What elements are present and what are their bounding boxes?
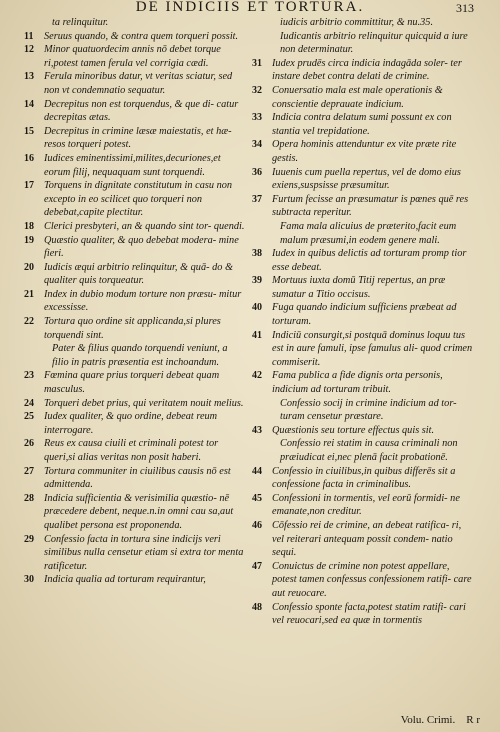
entry-text: Indicia sufficientia & verisimilia quæstio- nē præcedere debent, neque.n.in omni cau sa,aut qualibet persona est proponenda. — [44, 492, 234, 531]
index-entry — [252, 424, 474, 438]
entry-text: Reus ex causa ciuili et criminali potest tor queri,si alias veritas non posit haberi. — [44, 438, 219, 463]
index-entry — [252, 329, 474, 370]
index-entry — [252, 397, 474, 424]
entry-number: 20 — [24, 261, 34, 273]
index-entry — [252, 465, 474, 492]
index-entry — [24, 397, 246, 411]
entry-number: 15 — [24, 125, 34, 137]
index-entry — [252, 57, 474, 84]
entry-text: Opera hominis attenduntur ex vite præte rite gestis. — [272, 139, 457, 164]
entry-number: 38 — [252, 248, 262, 260]
entry-text: Minor quatuordecim annis nō debet torque ri,potest tamen ferula vel corrigia cædi. — [44, 44, 221, 69]
entry-number: 28 — [24, 492, 34, 504]
entry-text: Fama mala alicuius de præterito,facit eum malum præsumi,in eodem genere mali. — [280, 220, 457, 246]
entry-text: Torqueri debet prius, qui veritatem nouit melius. — [44, 397, 244, 409]
entry-number: 45 — [252, 492, 262, 504]
index-entry — [24, 465, 246, 492]
entry-text: Conuictus de crimine non potest appellare, potest tamen confessus confessionem ratifi- care aut reuocare. — [272, 560, 472, 599]
index-entry — [252, 166, 474, 193]
index-entry — [24, 315, 246, 342]
entry-text: Iuuenis cum puella repertus, vel de domo eius exiens,suspsisse præsumitur. — [272, 166, 461, 192]
entry-number: 39 — [252, 275, 262, 287]
entry-number: 32 — [252, 84, 262, 96]
entry-number: 37 — [252, 193, 262, 205]
entry-number: 26 — [24, 438, 34, 450]
index-entry — [252, 560, 474, 601]
index-entry — [24, 288, 246, 315]
index-entry — [24, 492, 246, 533]
entry-number: 12 — [24, 44, 34, 56]
entry-number: 48 — [252, 601, 262, 613]
entry-number: 22 — [24, 316, 34, 328]
entry-number: 27 — [24, 465, 34, 477]
entry-text: Tortura quo ordine sit applicanda,si plures torquendi sint. — [44, 316, 221, 341]
index-entry — [252, 492, 474, 519]
index-entry — [24, 342, 246, 369]
index-entry — [252, 220, 474, 247]
entry-number: 46 — [252, 519, 262, 531]
entry-text: Torquens in dignitate constitutum in casu non excepto in eo scilicet quo torqueri non debebat,capite plectitur. — [44, 180, 233, 219]
entry-number: 42 — [252, 370, 262, 382]
entry-text: Mortuus iuxta domū Titij repertus, an præ sumatur a Titio occisus. — [272, 275, 446, 300]
index-entry — [252, 301, 474, 328]
entry-text: Ferula minoribus datur, vt veritas sciatur, sed non vt condemnatio sequatur. — [44, 71, 233, 96]
entry-text: Iudex prudēs circa indicia indagāda soler- ter instare debet contra delati de crimine. — [272, 57, 462, 83]
index-entry — [252, 16, 474, 30]
entry-number: 36 — [252, 166, 262, 178]
entry-text: Cōfessio rei de crimine, an debeat ratifica- ri, vel reiterari antequam possit condem- natio sequi. — [272, 519, 462, 559]
entry-number: 33 — [252, 112, 262, 124]
index-entry — [252, 601, 474, 628]
entry-text: Fuga quando indicium sufficiens præbeat ad torturam. — [272, 302, 457, 328]
entry-number: 23 — [24, 370, 34, 382]
entry-number: 13 — [24, 71, 34, 83]
entry-text: Furtum fecisse an præsumatur is pœnes quē res subtracta reperitur. — [272, 193, 469, 219]
entry-text: Confessio facta in tortura sine indicijs veri similibus nulla censetur etiam si extra tor menta ratificetur. — [44, 533, 244, 572]
index-entry — [24, 16, 246, 30]
entry-text: Confessio socij in crimine indicium ad tor- turam censetur præstare. — [280, 397, 457, 423]
index-entry — [252, 369, 474, 396]
entry-text: Pater & filius quando torquendi veniunt, a filio in patris præsentia est inchoandum. — [52, 343, 228, 368]
entry-text: Fama publica a fide dignis orta personis, indicium ad torturam tribuit. — [272, 370, 443, 396]
index-entry — [24, 234, 246, 261]
entry-number: 40 — [252, 302, 262, 314]
index-entry — [24, 125, 246, 152]
entry-text: Conuersatio mala est male operationis & conscientie deprauate indicium. — [272, 84, 443, 110]
index-entry — [24, 410, 246, 437]
running-title: DE INDICIIS ET TORTURA. — [135, 0, 365, 15]
entry-number: 29 — [24, 533, 34, 545]
page-number: 313 — [456, 1, 474, 15]
entry-number: 31 — [252, 57, 262, 69]
index-entry — [24, 98, 246, 125]
entry-number: 21 — [24, 288, 34, 300]
entry-text: Confessioni in tormentis, vel eorū formidi- ne emanate,non creditur. — [272, 492, 460, 518]
index-entry — [252, 247, 474, 274]
right-column — [252, 16, 474, 628]
index-entry — [24, 369, 246, 396]
entry-number: 25 — [24, 411, 34, 423]
entry-number: 17 — [24, 180, 34, 192]
entry-text: Quæstio qualiter, & quo debebat modera- mine fieri. — [44, 234, 239, 260]
entry-number: 19 — [24, 234, 34, 246]
index-entry — [24, 70, 246, 97]
index-entry — [252, 193, 474, 220]
entry-number: 18 — [24, 220, 34, 232]
entry-number: 41 — [252, 329, 262, 341]
entry-text: Quæstionis seu torture effectus quis sit. — [272, 424, 435, 436]
entry-number: 30 — [24, 574, 34, 586]
entry-text: Indiciū consurgit,si postquā dominus loquu tus est in aure famuli, ipse famulus ali- quod crimen commiserit. — [272, 329, 473, 368]
index-entry — [252, 84, 474, 111]
entry-text: Iudices eminentissimi,milites,decuriones,et eorum filij, nequaquam sunt torquendi. — [44, 152, 221, 178]
index-entry — [252, 138, 474, 165]
index-entry — [252, 111, 474, 138]
index-entry — [24, 573, 246, 587]
entry-number: 43 — [252, 424, 262, 436]
index-entry — [24, 152, 246, 179]
entry-text: Index in dubio modum torture non præsu- mitur excessisse. — [44, 288, 242, 314]
index-entry — [24, 43, 246, 70]
entry-text: Iudicis æqui arbitrio relinquitur, & quā- do & qualiter quis torqueatur. — [44, 261, 233, 287]
entry-text: Indicia qualia ad torturam requirantur, — [44, 574, 206, 586]
index-entry — [24, 261, 246, 288]
index-entry — [24, 179, 246, 220]
entry-text: Decrepitus non est torquendus, & que di- catur decrepitas ætas. — [44, 98, 239, 124]
entry-text: Seruus quando, & contra quem torqueri possit. — [44, 30, 239, 42]
entry-text: Tortura communiter in ciuilibus causis nō est admittenda. — [44, 465, 231, 491]
entry-text: Fœmina quare prius torqueri debeat quam masculus. — [44, 370, 220, 396]
entry-text: Iudex qualiter, & quo ordine, debeat reum interrogare. — [44, 411, 218, 436]
left-column — [24, 16, 246, 587]
index-entry — [252, 437, 474, 464]
entry-number: 34 — [252, 139, 262, 151]
entry-text: Decrepitus in crimine læsæ maiestatis, et hæ- resos torqueri potest. — [44, 125, 232, 151]
entry-text: Iudicantis arbitrio relinquitur quicquid a iure non determinatur. — [280, 30, 468, 56]
index-entry — [252, 274, 474, 301]
index-entry — [24, 220, 246, 234]
index-entry — [24, 30, 246, 44]
index-entry — [252, 519, 474, 560]
entry-text: Iudex in quibus delictis ad torturam promp tior esse debeat. — [272, 248, 467, 273]
entry-number: 16 — [24, 152, 34, 164]
index-entry — [252, 30, 474, 57]
entry-number: 47 — [252, 560, 262, 572]
entry-text: Indicia contra delatum sumi possunt ex con stantia vel trepidatione. — [272, 112, 452, 137]
entry-text: iudicis arbitrio committitur, & nu.35. — [280, 17, 434, 28]
entry-text: Confessio in ciuilibus,in quibus differēs sit a confessione facta in criminalibus. — [272, 465, 456, 491]
entry-number: 11 — [24, 30, 34, 42]
entry-text: Confessio sponte facta,potest statim ratifi- cari vel reuocari,sed ea quæ in tormentis — [272, 601, 466, 627]
index-entry — [24, 533, 246, 574]
entry-text: Clerici presbyteri, an & quando sint tor- quendi. — [44, 220, 245, 232]
entry-number: 44 — [252, 465, 262, 477]
entry-number: 24 — [24, 397, 34, 409]
index-entry — [24, 437, 246, 464]
footer-signature: Volu. Crimi. R r — [400, 714, 480, 726]
entry-text: ta relinquitur. — [52, 17, 109, 28]
entry-text: Confessio rei statim in causa criminali non præiudicat ei,nec plenā facit probationē. — [280, 438, 458, 463]
entry-number: 14 — [24, 98, 34, 110]
